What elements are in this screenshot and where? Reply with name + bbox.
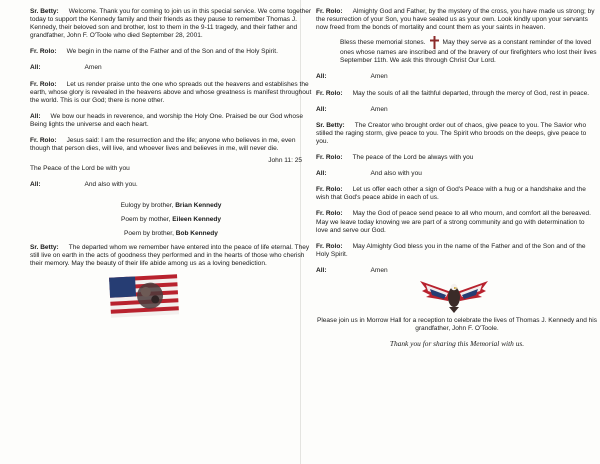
- passage: May the souls of all the faithful departed, through the mercy of God, rest in peace.: [352, 89, 590, 97]
- tribute-label: Poem by brother,: [124, 229, 174, 237]
- passage: Jesus said: I am the resurrection and the life; anyone who believes in me, even though that person dies, will live, and whoever lives and believes in me, will never die.: [30, 137, 296, 153]
- speaker: Fr. Rolo:: [30, 48, 57, 56]
- response-line: [316, 106, 598, 114]
- speaker: Sr. Betty:: [316, 121, 345, 129]
- tribute-name: Eileen Kennedy: [172, 215, 222, 223]
- response-line: [316, 73, 598, 81]
- tribute-name: Brian Kennedy: [175, 201, 222, 209]
- peace-greeting: [316, 154, 598, 162]
- passage: The departed whom we remember have entered into the peace of life eternal. They still live on earth in the acts of goodness they performed and in the hearts of those who cherish their memory. May the beauty of their life abide among us as a loving benediction.: [30, 243, 310, 267]
- poem-line: [30, 216, 312, 224]
- left-page: [30, 8, 312, 320]
- scripture-reference: John 11: 25: [268, 157, 302, 165]
- welcome-paragraph: [30, 8, 312, 40]
- reception-announcement: Please join us in Morrow Hall for a reception to celebrate the lives of Thomas J. Kennedy and his grandfather, John F. O'Toole.: [316, 316, 598, 333]
- right-page: [316, 8, 598, 355]
- speaker: Sr. Betty:: [30, 243, 59, 251]
- speaker: All:: [316, 170, 327, 178]
- comfort-paragraph: [316, 210, 598, 234]
- speaker: All:: [316, 105, 327, 113]
- tribute-name: Bob Kennedy: [175, 229, 218, 237]
- response-line: [30, 64, 312, 72]
- invocation-paragraph: [30, 48, 312, 56]
- sign-of-peace-paragraph: [316, 186, 598, 202]
- passage: Let us offer each other a sign of God's Peace with a hug or a handshake and the wish that God's peace abide in each of us.: [316, 186, 586, 202]
- american-flag-icon: [106, 270, 182, 320]
- response: Amen: [370, 73, 388, 81]
- response-line: [30, 181, 312, 189]
- remembrance-paragraph: [30, 244, 312, 268]
- speaker: Fr. Rolo:: [316, 8, 343, 15]
- departed-paragraph: [316, 90, 598, 98]
- speaker: Fr. Rolo:: [316, 89, 343, 97]
- speaker: Fr. Rolo:: [30, 80, 57, 88]
- passage: The peace of the Lord be always with you: [352, 154, 474, 162]
- passage: The Creator who brought order out of chaos, give peace to you. The Savior who stilled the raging storm, give peace to you. The Spirit who broods on the deeps, give peace to you.: [316, 121, 587, 145]
- response-line: [316, 267, 598, 275]
- tribute-label: Eulogy by brother,: [120, 201, 174, 209]
- passage: Almighty God and Father, by the mystery of the cross, you have made us strong; by the resurrection of your Son, you have sealed us as your own. Look kindly upon your servants now freed from the bonds of mortality and count them as your saints in heaven.: [316, 8, 595, 32]
- passage: Welcome. Thank you for coming to join us in this special service. We come together today to support the Kennedy family and their friends as they pause to remember Thomas J. Kennedy, their beloved son and brother, lost to them in the 9-11 tragedy, and their father and grandfather, John F. O'Toole who died September 28, 2001.: [30, 8, 312, 40]
- peace-line: The Peace of the Lord be with you: [30, 165, 130, 173]
- speaker: Sr. Betty:: [30, 8, 59, 15]
- tribute-label: Poem by mother,: [120, 215, 171, 223]
- speaker: Fr. Rolo:: [316, 210, 343, 218]
- speaker: Fr. Rolo:: [316, 186, 343, 194]
- blessing-text: May they serve as a constant reminder of the loved ones whose names are inscribed and of the bravery of our firefighters who lost their lives September 11th. We ask this through Christ Our Lord.: [340, 39, 597, 65]
- eulogy-line: [30, 202, 312, 210]
- praise-paragraph: [30, 81, 312, 105]
- eagle-flag-icon: [418, 277, 490, 313]
- response-line: [316, 170, 598, 178]
- response: Amen: [370, 266, 388, 274]
- speaker: All:: [316, 73, 327, 81]
- blessing-lead: Bless these memorial stones.: [340, 39, 426, 47]
- speaker: All:: [30, 181, 41, 189]
- flag-illustration: [30, 270, 312, 320]
- thank-you-line: Thank you for sharing this Memorial with us.: [389, 338, 525, 348]
- passage: We begin in the name of the Father and of the Son and of the Holy Spirit.: [66, 48, 278, 56]
- speaker: Fr. Rolo:: [30, 137, 57, 145]
- poem-line: [30, 230, 312, 238]
- response: And also with you: [370, 170, 422, 178]
- response: Amen: [370, 105, 388, 113]
- speaker: All:: [316, 266, 327, 274]
- eagle-illustration: [316, 277, 598, 313]
- speaker: Fr. Rolo:: [316, 154, 343, 162]
- response-paragraph: [30, 113, 312, 129]
- speaker: All:: [30, 112, 41, 120]
- speaker: Fr. Rolo:: [316, 242, 343, 250]
- peace-paragraph: [316, 122, 598, 146]
- passage: We bow our heads in reverence, and worship the Holy One. Praised be our God whose Being lights the universe and each heart.: [30, 112, 303, 128]
- scripture-paragraph: [30, 137, 312, 153]
- response: Amen: [84, 64, 102, 72]
- passage: Let us render praise unto the one who spreads out the heavens and establishes the earth, whose glory is revealed in the heavens above and whose greatness is manifest throughout the world. This is our God; there is none other.: [30, 80, 312, 104]
- cross-icon: [430, 36, 439, 49]
- passage: May the God of peace send peace to all who mourn, and comfort all the bereaved. May we leave today knowing we are part of a strong community and go with determination to love and serve our God.: [316, 210, 591, 234]
- speaker: All:: [30, 64, 41, 72]
- blessing-paragraph: [316, 36, 598, 65]
- blessing-closing-paragraph: [316, 243, 598, 259]
- passage: May Almighty God bless you in the name of the Father and of the Son and of the Holy Spirit.: [316, 242, 586, 258]
- response: And also with you.: [84, 181, 138, 189]
- prayer-paragraph: [316, 8, 598, 32]
